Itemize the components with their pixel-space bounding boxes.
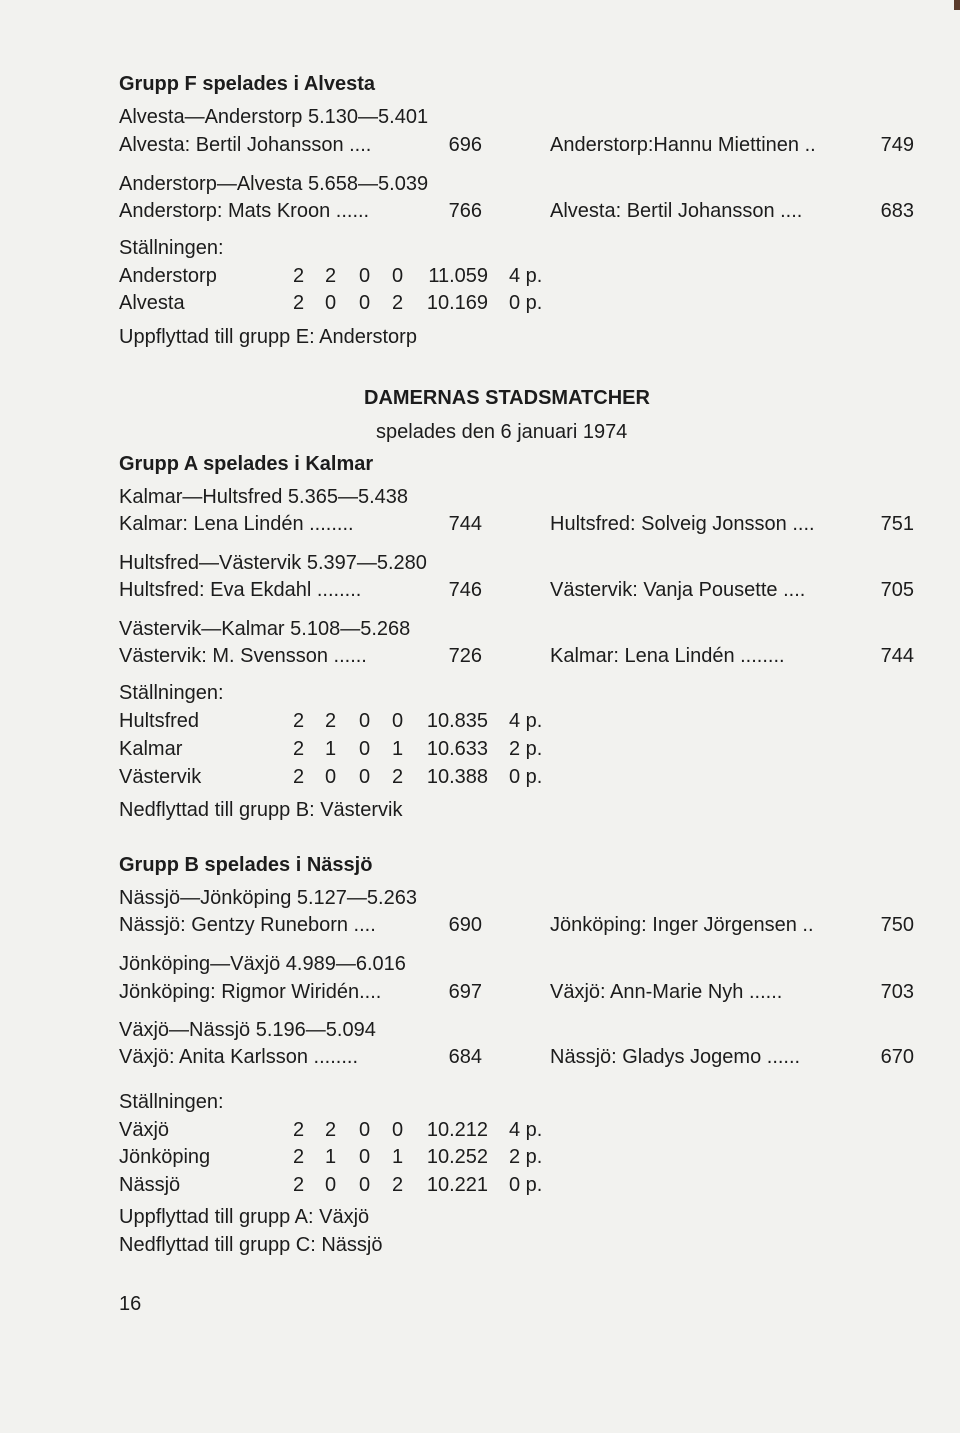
standings-drawn: 0	[359, 265, 371, 287]
home-best-score: 746	[448, 579, 482, 601]
away-best-score: 670	[880, 1046, 914, 1068]
standings-team: Hultsfred	[119, 710, 200, 732]
standings-drawn: 0	[359, 766, 371, 788]
home-best-score: 766	[448, 200, 482, 222]
grupp-f-heading: Grupp F spelades i Alvesta	[119, 73, 376, 95]
away-best-score: 749	[880, 134, 914, 156]
standings-total: 10.212	[426, 1119, 488, 1141]
away-best-score: 751	[880, 513, 914, 535]
standings-label: Ställningen:	[119, 1091, 224, 1113]
standings-points: 4 p.	[509, 1119, 543, 1141]
standings-lost: 1	[392, 1146, 404, 1168]
standings-played: 2	[293, 292, 305, 314]
standings-total: 10.169	[426, 292, 488, 314]
match-result: Alvesta—Anderstorp 5.130—5.401	[119, 106, 429, 128]
match-result: Anderstorp—Alvesta 5.658—5.039	[119, 173, 429, 195]
home-best-player: Jönköping: Rigmor Wiridén....	[119, 981, 382, 1003]
match-result: Hultsfred—Västervik 5.397—5.280	[119, 552, 427, 574]
grupp-b-heading: Grupp B spelades i Nässjö	[119, 854, 373, 876]
standings-team: Västervik	[119, 766, 202, 788]
match-result: Kalmar—Hultsfred 5.365—5.438	[119, 486, 409, 508]
standings-won: 0	[325, 766, 337, 788]
away-best-player: Hultsfred: Solveig Jonsson ....	[550, 513, 815, 535]
standings-label: Ställningen:	[119, 682, 224, 704]
standings-points: 4 p.	[509, 710, 543, 732]
home-best-score: 690	[448, 914, 482, 936]
home-best-score: 744	[448, 513, 482, 535]
home-best-score: 684	[448, 1046, 482, 1068]
home-best-player: Nässjö: Gentzy Runeborn ....	[119, 914, 376, 936]
standings-points: 4 p.	[509, 265, 543, 287]
away-best-player: Kalmar: Lena Lindén ........	[550, 645, 785, 667]
home-best-player: Anderstorp: Mats Kroon ......	[119, 200, 370, 222]
standings-team: Nässjö	[119, 1174, 181, 1196]
away-best-score: 683	[880, 200, 914, 222]
standings-lost: 0	[392, 265, 404, 287]
standings-total: 10.221	[426, 1174, 488, 1196]
standings-team: Anderstorp	[119, 265, 217, 287]
away-best-player: Alvesta: Bertil Johansson ....	[550, 200, 803, 222]
promotion-note: Uppflyttad till grupp E: Anderstorp	[119, 326, 417, 348]
standings-won: 2	[325, 1119, 337, 1141]
standings-played: 2	[293, 738, 305, 760]
standings-played: 2	[293, 766, 305, 788]
standings-team: Jönköping	[119, 1146, 211, 1168]
page-number: 16	[119, 1293, 142, 1315]
standings-drawn: 0	[359, 1174, 371, 1196]
relegation-note: Nedflyttad till grupp C: Nässjö	[119, 1234, 383, 1256]
standings-total: 10.633	[426, 738, 488, 760]
standings-lost: 2	[392, 1174, 404, 1196]
standings-played: 2	[293, 1119, 305, 1141]
standings-lost: 1	[392, 738, 404, 760]
promotion-note: Uppflyttad till grupp A: Växjö	[119, 1206, 370, 1228]
standings-lost: 2	[392, 766, 404, 788]
standings-label: Ställningen:	[119, 237, 224, 259]
home-best-player: Alvesta: Bertil Johansson ....	[119, 134, 372, 156]
standings-drawn: 0	[359, 1146, 371, 1168]
standings-drawn: 0	[359, 710, 371, 732]
standings-won: 0	[325, 1174, 337, 1196]
standings-drawn: 0	[359, 292, 371, 314]
match-result: Nässjö—Jönköping 5.127—5.263	[119, 887, 417, 909]
grupp-a-heading: Grupp A spelades i Kalmar	[119, 453, 374, 475]
standings-points: 2 p.	[509, 1146, 543, 1168]
relegation-note: Nedflyttad till grupp B: Västervik	[119, 799, 403, 821]
away-best-player: Jönköping: Inger Jörgensen ..	[550, 914, 814, 936]
home-best-score: 696	[448, 134, 482, 156]
standings-total: 10.835	[426, 710, 488, 732]
away-best-score: 703	[880, 981, 914, 1003]
standings-points: 0 p.	[509, 766, 543, 788]
standings-lost: 2	[392, 292, 404, 314]
standings-points: 2 p.	[509, 738, 543, 760]
standings-won: 2	[325, 710, 337, 732]
home-best-score: 726	[448, 645, 482, 667]
away-best-score: 750	[880, 914, 914, 936]
away-best-score: 705	[880, 579, 914, 601]
standings-won: 0	[325, 292, 337, 314]
section-subtitle: spelades den 6 januari 1974	[376, 421, 628, 443]
home-best-player: Kalmar: Lena Lindén ........	[119, 513, 354, 535]
away-best-player: Växjö: Ann-Marie Nyh ......	[550, 981, 783, 1003]
standings-won: 1	[325, 1146, 337, 1168]
standings-points: 0 p.	[509, 292, 543, 314]
standings-lost: 0	[392, 710, 404, 732]
standings-won: 1	[325, 738, 337, 760]
standings-total: 10.252	[426, 1146, 488, 1168]
standings-played: 2	[293, 1174, 305, 1196]
standings-won: 2	[325, 265, 337, 287]
match-result: Växjö—Nässjö 5.196—5.094	[119, 1019, 376, 1041]
standings-drawn: 0	[359, 738, 371, 760]
away-best-player: Anderstorp:Hannu Miettinen ..	[550, 134, 816, 156]
away-best-player: Nässjö: Gladys Jogemo ......	[550, 1046, 801, 1068]
standings-played: 2	[293, 1146, 305, 1168]
standings-lost: 0	[392, 1119, 404, 1141]
standings-played: 2	[293, 265, 305, 287]
away-best-score: 744	[880, 645, 914, 667]
standings-team: Kalmar	[119, 738, 183, 760]
standings-team: Alvesta	[119, 292, 185, 314]
home-best-score: 697	[448, 981, 482, 1003]
standings-points: 0 p.	[509, 1174, 543, 1196]
match-result: Jönköping—Växjö 4.989—6.016	[119, 953, 406, 975]
home-best-player: Västervik: M. Svensson ......	[119, 645, 367, 667]
standings-played: 2	[293, 710, 305, 732]
home-best-player: Hultsfred: Eva Ekdahl ........	[119, 579, 362, 601]
edge-mark	[954, 0, 960, 10]
away-best-player: Västervik: Vanja Pousette ....	[550, 579, 806, 601]
standings-team: Växjö	[119, 1119, 170, 1141]
standings-drawn: 0	[359, 1119, 371, 1141]
match-result: Västervik—Kalmar 5.108—5.268	[119, 618, 411, 640]
section-title: DAMERNAS STADSMATCHER	[364, 387, 650, 409]
standings-total: 11.059	[428, 265, 488, 287]
standings-total: 10.388	[426, 766, 488, 788]
home-best-player: Växjö: Anita Karlsson ........	[119, 1046, 359, 1068]
